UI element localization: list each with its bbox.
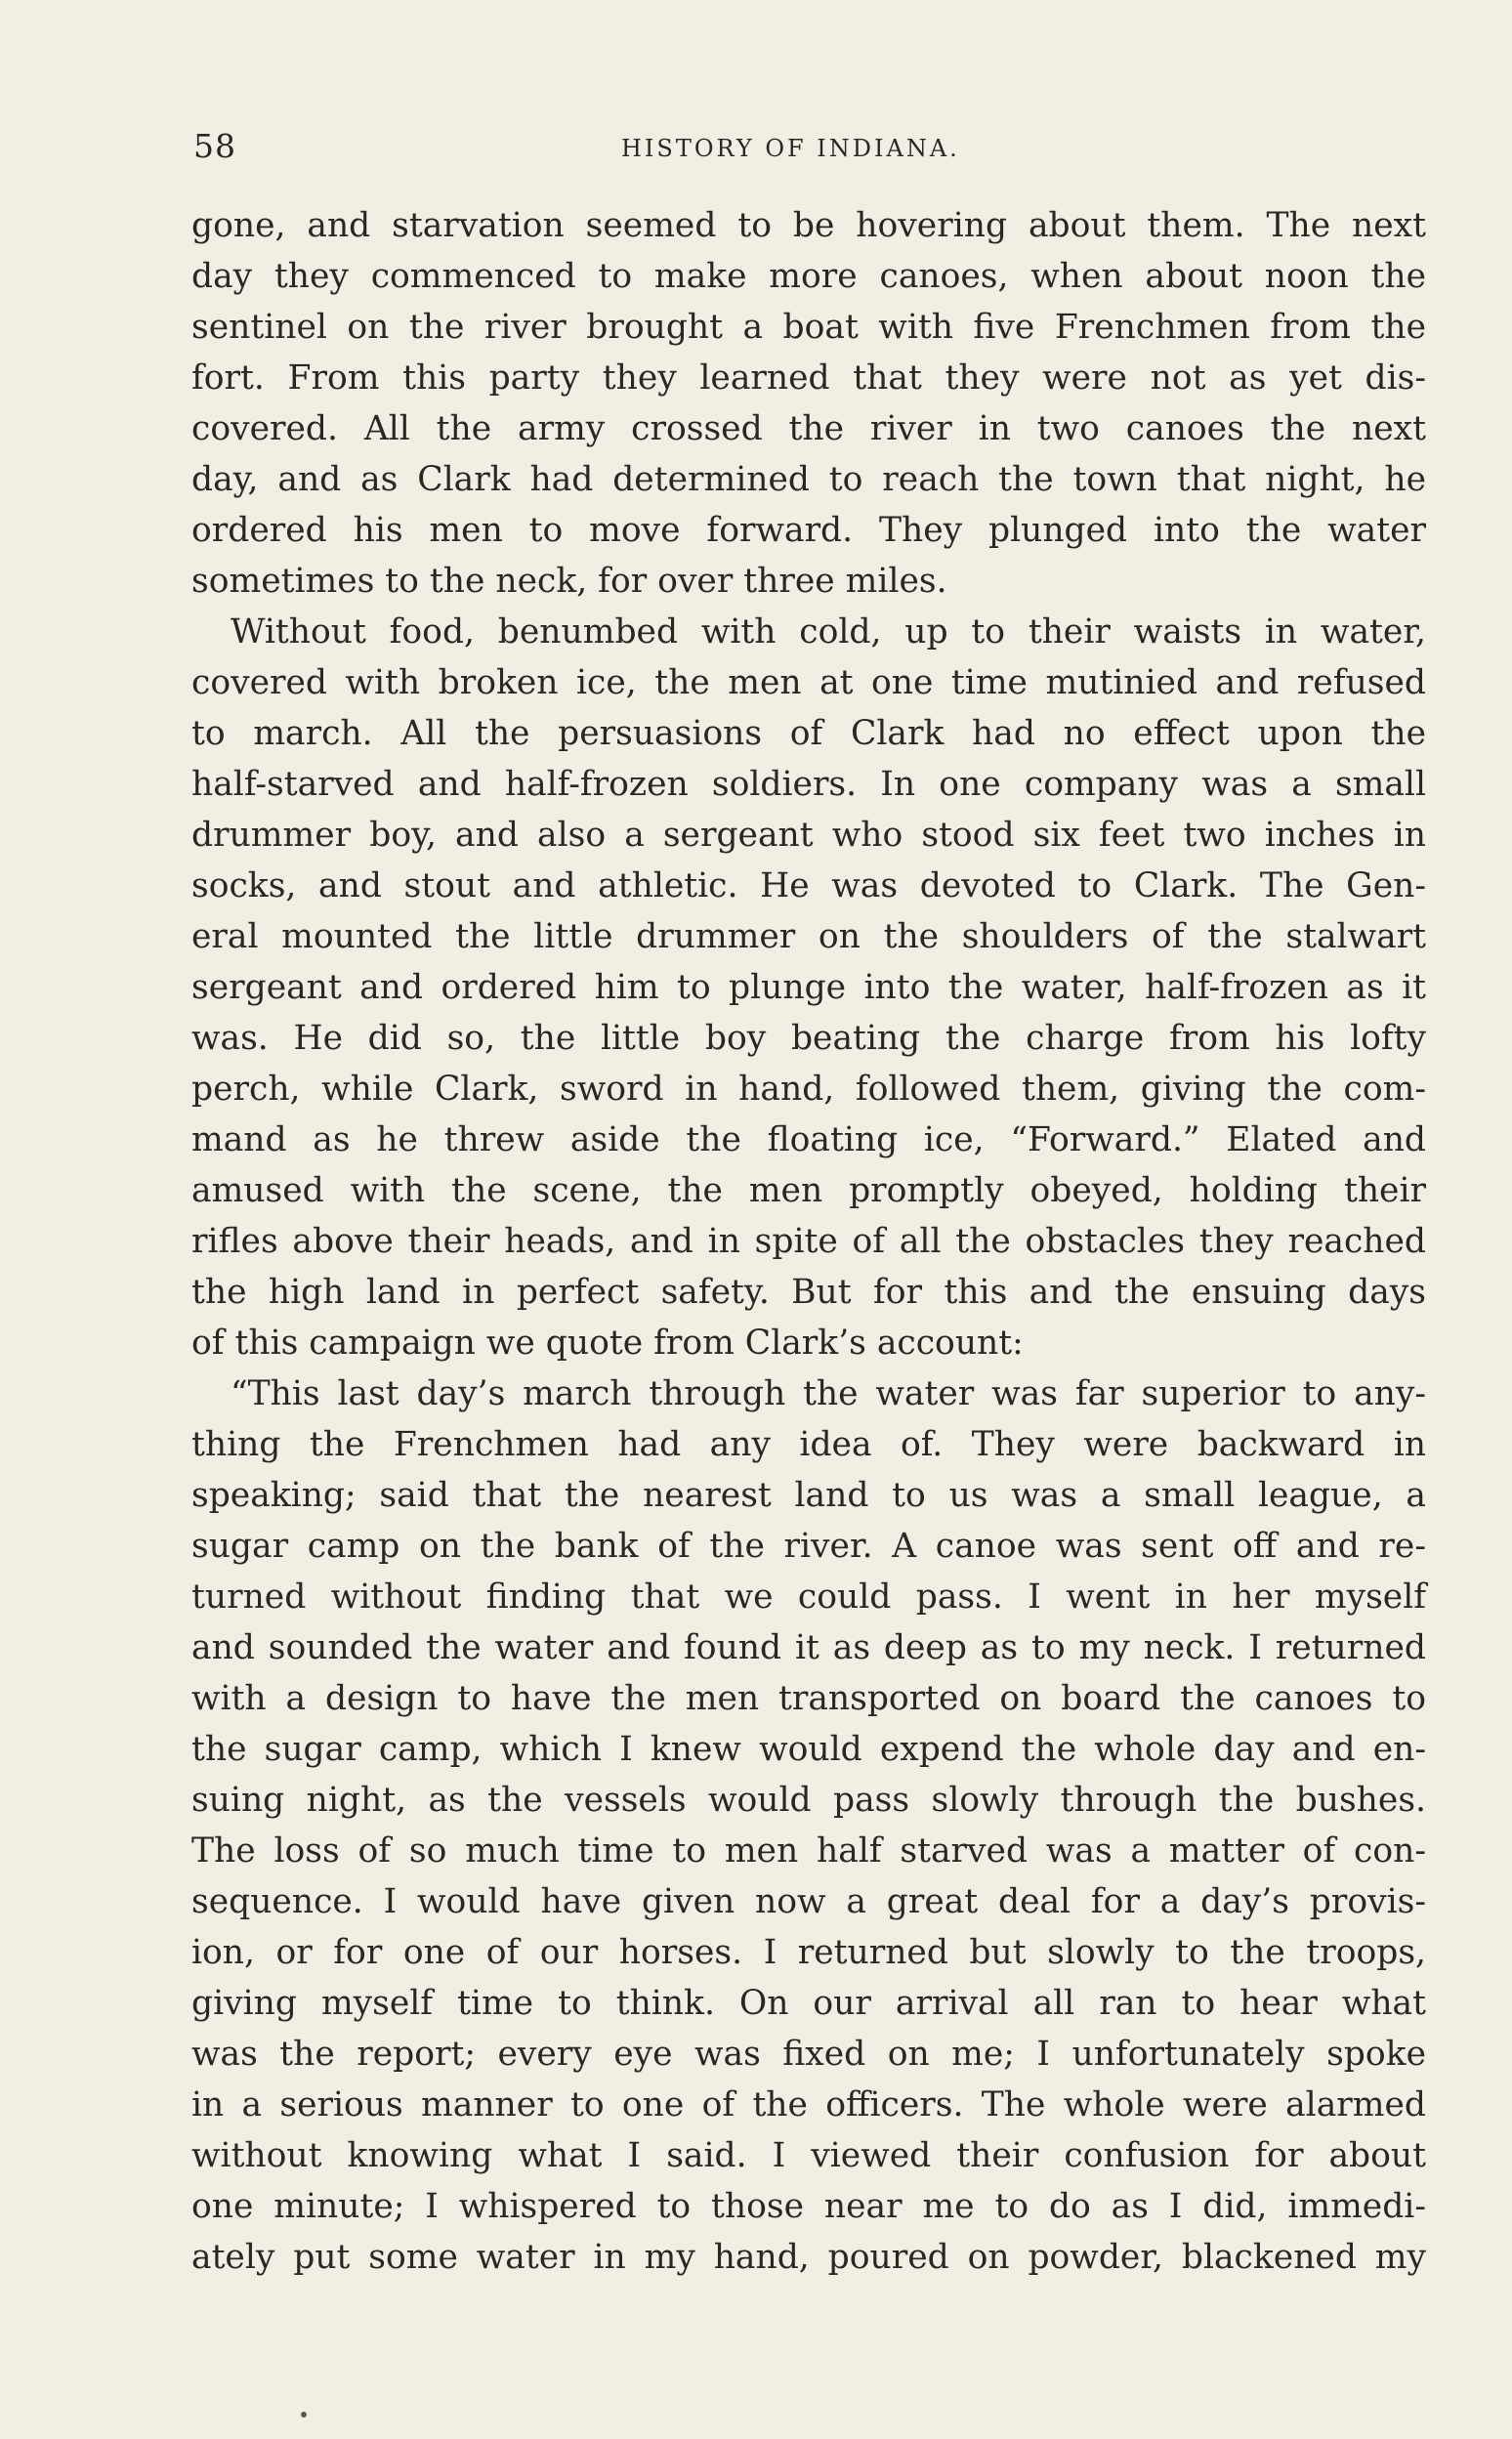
text-line: The loss of so much time to men half starved was a matter of con-	[191, 1831, 1426, 1871]
text-line: to march. All the persuasions of Clark had no effect upon the	[191, 714, 1426, 753]
text-line: ordered his men to move forward. They plunged into the water	[191, 511, 1426, 550]
text-line: giving myself time to think. On our arrival all ran to hear what	[191, 1984, 1426, 2023]
text-line: sergeant and ordered him to plunge into the water, half-frozen as it	[191, 968, 1426, 1007]
text-line: gone, and starvation seemed to be hovering about them. The next	[191, 206, 1426, 245]
text-line: fort. From this party they learned that they were not as yet dis-	[191, 358, 1426, 398]
text-line: mand as he threw aside the floating ice, “Forward.” Elated and	[191, 1120, 1426, 1159]
text-line: in a serious manner to one of the officers. The whole were alarmed	[191, 2085, 1426, 2124]
paragraph-start-line: Without food, benumbed with cold, up to their waists in water,	[231, 612, 1426, 652]
text-line: the sugar camp, which I knew would expend the whole day and en-	[191, 1730, 1426, 1769]
text-line: of this campaign we quote from Clark’s account:	[191, 1324, 1024, 1363]
text-line: ately put some water in my hand, poured on powder, blackened my	[191, 2238, 1426, 2277]
text-line: was the report; every eye was fixed on me; I unfortunately spoke	[191, 2035, 1426, 2074]
text-line: without knowing what I said. I viewed their confusion for about	[191, 2136, 1426, 2175]
text-line: rifles above their heads, and in spite of all the obstacles they reached	[191, 1222, 1426, 1261]
text-line: half-starved and half-frozen soldiers. In one company was a small	[191, 765, 1426, 804]
running-head: HISTORY OF INDIANA.	[621, 135, 960, 162]
text-line: was. He did so, the little boy beating the charge from his lofty	[191, 1019, 1426, 1058]
text-line: amused with the scene, the men promptly obeyed, holding their	[191, 1171, 1426, 1210]
text-line: day they commenced to make more canoes, when about noon the	[191, 257, 1426, 296]
text-line: one minute; I whispered to those near me to do as I did, immedi-	[191, 2187, 1426, 2226]
paragraph-start-line: “This last day’s march through the water was far superior to any-	[231, 1374, 1426, 1413]
text-line: eral mounted the little drummer on the shoulders of the stalwart	[191, 917, 1426, 956]
text-line: sequence. I would have given now a great deal for a day’s provis-	[191, 1882, 1426, 1921]
text-line: day, and as Clark had determined to reach the town that night, he	[191, 460, 1426, 499]
text-line: sometimes to the neck, for over three miles.	[191, 562, 947, 601]
text-line: covered. All the army crossed the river in two canoes the next	[191, 409, 1426, 448]
text-line: suing night, as the vessels would pass slowly through the bushes.	[191, 1781, 1426, 1820]
text-line: ion, or for one of our horses. I returned but slowly to the troops,	[191, 1933, 1426, 1972]
text-line: thing the Frenchmen had any idea of. They were backward in	[191, 1425, 1426, 1464]
text-line: covered with broken ice, the men at one time mutinied and refused	[191, 663, 1426, 702]
text-line: sentinel on the river brought a boat with five Frenchmen from the	[191, 308, 1426, 347]
text-line: and sounded the water and found it as deep as to my neck. I returned	[191, 1628, 1426, 1667]
text-line: perch, while Clark, sword in hand, followed them, giving the com-	[191, 1070, 1426, 1109]
text-line: sugar camp on the bank of the river. A canoe was sent off and re-	[191, 1527, 1426, 1566]
text-line: turned without finding that we could pass. I went in her myself	[191, 1577, 1426, 1617]
body-text	[191, 200, 1426, 2283]
paper-speck	[301, 2412, 307, 2418]
text-line: the high land in perfect safety. But for this and the ensuing days	[191, 1273, 1426, 1312]
text-line: drummer boy, and also a sergeant who stood six feet two inches in	[191, 816, 1426, 855]
text-line: socks, and stout and athletic. He was devoted to Clark. The Gen-	[191, 866, 1426, 905]
text-line: speaking; said that the nearest land to us was a small league, a	[191, 1476, 1426, 1515]
page-number: 58	[193, 127, 236, 165]
text-line: with a design to have the men transported on board the canoes to	[191, 1679, 1426, 1718]
